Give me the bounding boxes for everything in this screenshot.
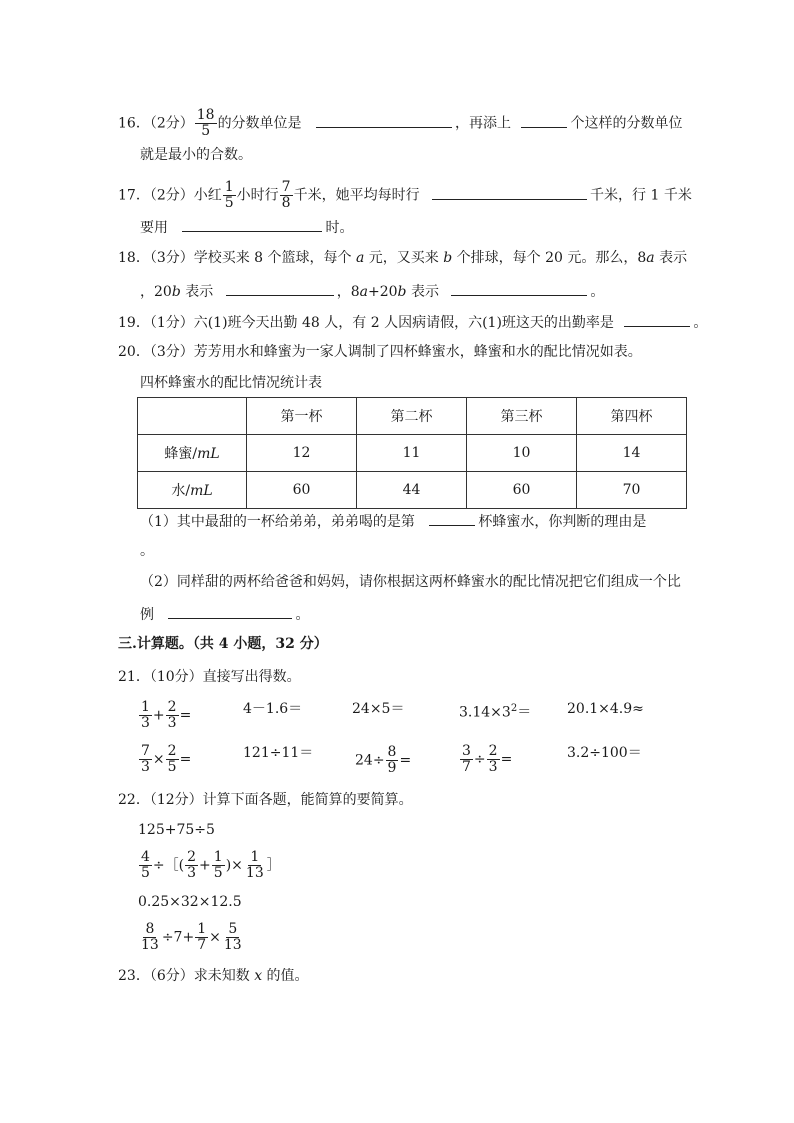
expr-9: $\frac{3}{7}$ ÷ $\frac{2}{3}$ = [462,743,513,775]
expr-4: $3.14\times 3^2=$ [459,703,532,721]
section-heading: 三.计算题。（共 4 小题，32 分） [118,636,328,652]
q20-sub1: （1）其中最甜的一杯给弟弟，弟弟喝的是第 杯蜂蜜水，你判断的理由是 [140,511,646,532]
calc-3: 0.25×32×12.5 [138,894,242,910]
fraction: $\frac{7}{8}$ [281,179,291,211]
answer-blank[interactable] [182,217,322,232]
q21-line: 21．（10分）直接写出得数。 [118,669,301,685]
expr-2: 4－1.6＝ [243,701,303,717]
expr-10: 3.2÷100＝ [567,745,642,761]
answer-blank[interactable] [521,113,567,128]
table-title: 四杯蜂蜜水的配比情况统计表 [140,375,322,391]
calc-4: $\frac{8}{13}$ ÷7+ $\frac{1}{7}$ × $\frac{5}{13}$ [141,921,242,953]
table-row: 蜂蜜/mL 12 11 10 14 [138,435,687,472]
q20-sub2-line2: 例 。 [140,604,309,625]
q20-sub2: （2）同样甜的两杯给爸爸和妈妈，请你根据这两杯蜂蜜水的配比情况把它们组成一个比 [140,574,681,590]
calc-1: 125+75÷5 [138,822,215,838]
q17-line1: 17．（2分）小红 $\frac{1}{5}$ 小时行 $\frac{7}{8}$ 千米，她平均每时行 千米，行 1 千米 [118,179,692,211]
q19-line: 19．（1分）六(1)班今天出勤 48 人，有 2 人因病请假，六(1)班这天的出勤率是 。 [118,312,707,333]
table-row: 水/mL 60 44 60 70 [138,472,687,509]
expr-8: 24÷ $\frac{8}{9}$ = [355,744,412,776]
answer-blank[interactable] [451,281,587,296]
q22-line: 22．（12分）计算下面各题，能简算的要简算。 [118,792,413,808]
fraction: $\frac{1}{5}$ [224,179,234,211]
q16-line1: 16．（2分） $\frac{18}{5}$ 的分数单位是 ，再添上 个这样的分数单位 [118,107,683,139]
answer-blank[interactable] [429,511,475,526]
expr-6: $\frac{7}{3}$ × $\frac{2}{5}$ = [141,743,192,775]
calc-2: $\frac{4}{5}$ ÷［( $\frac{2}{3}$ + $\frac{1}{5}$ )× $\frac{1}{13}$ ］ [141,849,281,881]
q20-sub1-end: 。 [140,543,154,559]
expr-1: $\frac{1}{3}$ + $\frac{2}{3}$ = [141,699,192,731]
answer-blank[interactable] [624,312,690,327]
q18-line1: 18．（3分）学校买来 8 个篮球，每个 a 元，又买来 b 个排球，每个 20 元。那么，8a 表示 [118,250,688,266]
expr-7: 121÷11＝ [243,745,314,761]
q23-line: 23．（6分）求未知数 x 的值。 [118,968,309,984]
q16-line2: 就是最小的合数。 [140,147,252,163]
q18-line2: ，20b 表示 ，8a+20b 表示 。 [140,281,604,302]
table-header-row: 第一杯 第二杯 第三杯 第四杯 [138,398,687,435]
expr-3: 24×5＝ [352,701,405,717]
answer-blank[interactable] [168,604,292,619]
answer-blank[interactable] [226,281,334,296]
answer-blank[interactable] [316,113,452,128]
q17-line2: 要用 时。 [140,217,353,238]
answer-blank[interactable] [432,185,587,200]
honey-water-table [137,397,687,509]
expr-5: 20.1×4.9≈ [567,701,644,717]
q20-line: 20．（3分）芳芳用水和蜂蜜为一家人调制了四杯蜂蜜水，蜂蜜和水的配比情况如表。 [118,344,642,360]
fraction: $\frac{18}{5}$ [196,107,215,139]
